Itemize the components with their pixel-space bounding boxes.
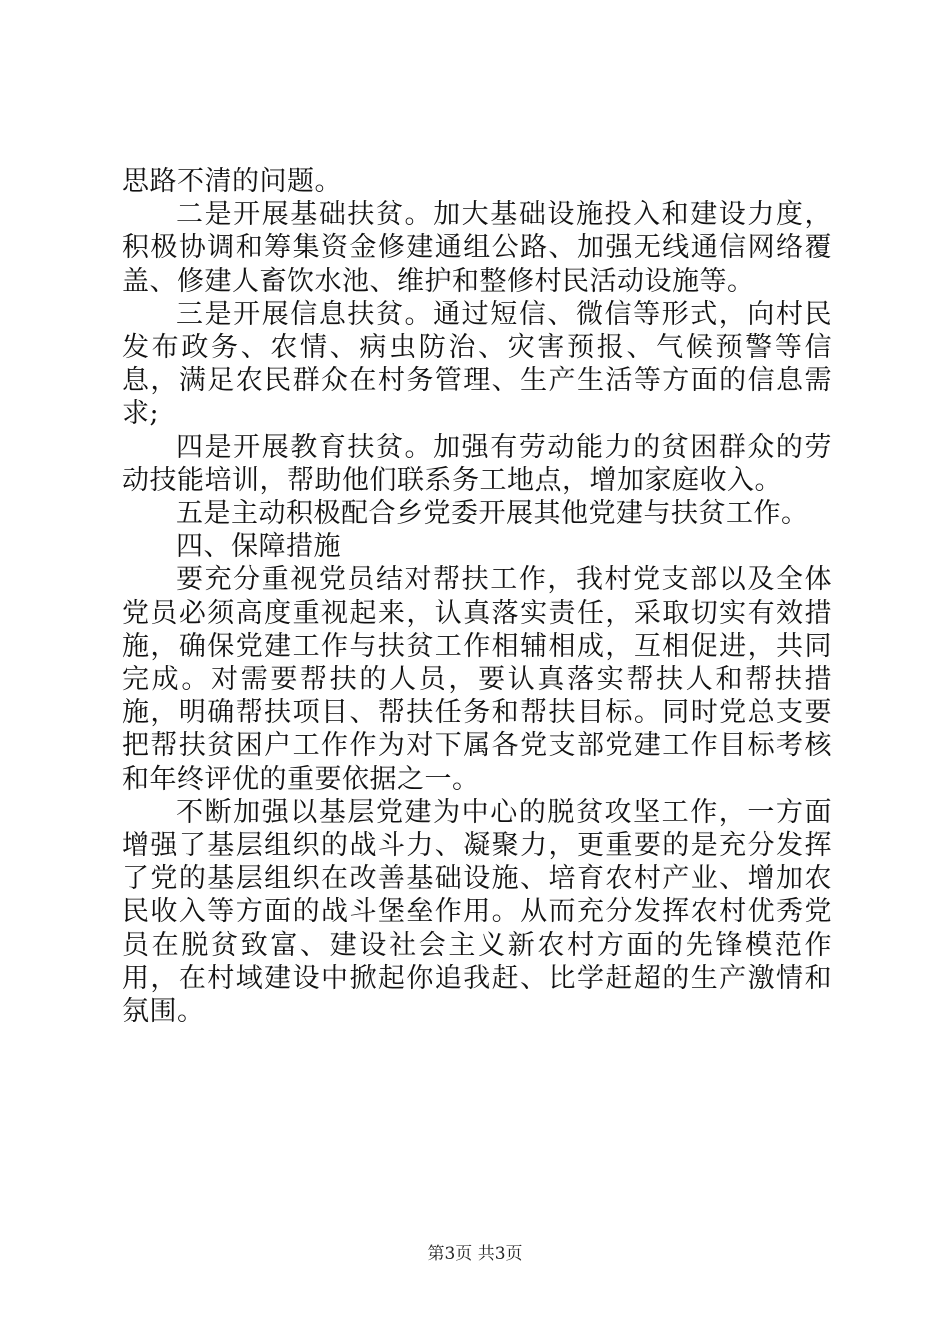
paragraph-basic-poverty-relief: 二是开展基础扶贫。加大基础设施投入和建设力度，积极协调和筹集资金修建通组公路、加强无线通信网络覆盖、修建人畜饮水池、维护和整修村民活动设施等。 (122, 199, 832, 297)
document-body (122, 165, 832, 1028)
paragraph-other-work: 五是主动积极配合乡党委开展其他党建与扶贫工作。 (176, 498, 809, 530)
paragraph-safeguards: 要充分重视党员结对帮扶工作，我村党支部以及全体党员必须高度重视起来，认真落实责任，采取切实有效措施，确保党建工作与扶贫工作相辅相成，互相促进，共同完成。对需要帮扶的人员，要认真落实帮扶人和帮扶措施，明确帮扶项目、帮扶任务和帮扶目标。同时党总支要把帮扶贫困户工作作为对下属各党支部党建工作目标考核和年终评优的重要依据之一。 (122, 564, 832, 795)
section-heading-safeguards: 四、保障措施 (176, 531, 341, 563)
paragraph-education-poverty-relief: 四是开展教育扶贫。加强有劳动能力的贫困群众的劳动技能培训，帮助他们联系务工地点，增加家庭收入。 (122, 431, 832, 496)
page-footer: 第3页 共3页 (427, 1244, 523, 1264)
paragraph-continuation: 思路不清的问题。 (122, 166, 342, 197)
paragraph-information-poverty-relief: 三是开展信息扶贫。通过短信、微信等形式，向村民发布政务、农情、病虫防治、灾害预报、气候预警等信息，满足农民群众在村务管理、生产生活等方面的信息需求; (122, 298, 832, 430)
paragraph-conclusion: 不断加强以基层党建为中心的脱贫攻坚工作，一方面增强了基层组织的战斗力、凝聚力，更重要的是充分发挥了党的基层组织在改善基础设施、培育农村产业、增加农民收入等方面的战斗堡垒作用。从而充分发挥农村优秀党员在脱贫致富、建设社会主义新农村方面的先锋模范作用，在村域建设中掀起你追我赶、比学赶超的生产激情和氛围。 (122, 796, 832, 1028)
